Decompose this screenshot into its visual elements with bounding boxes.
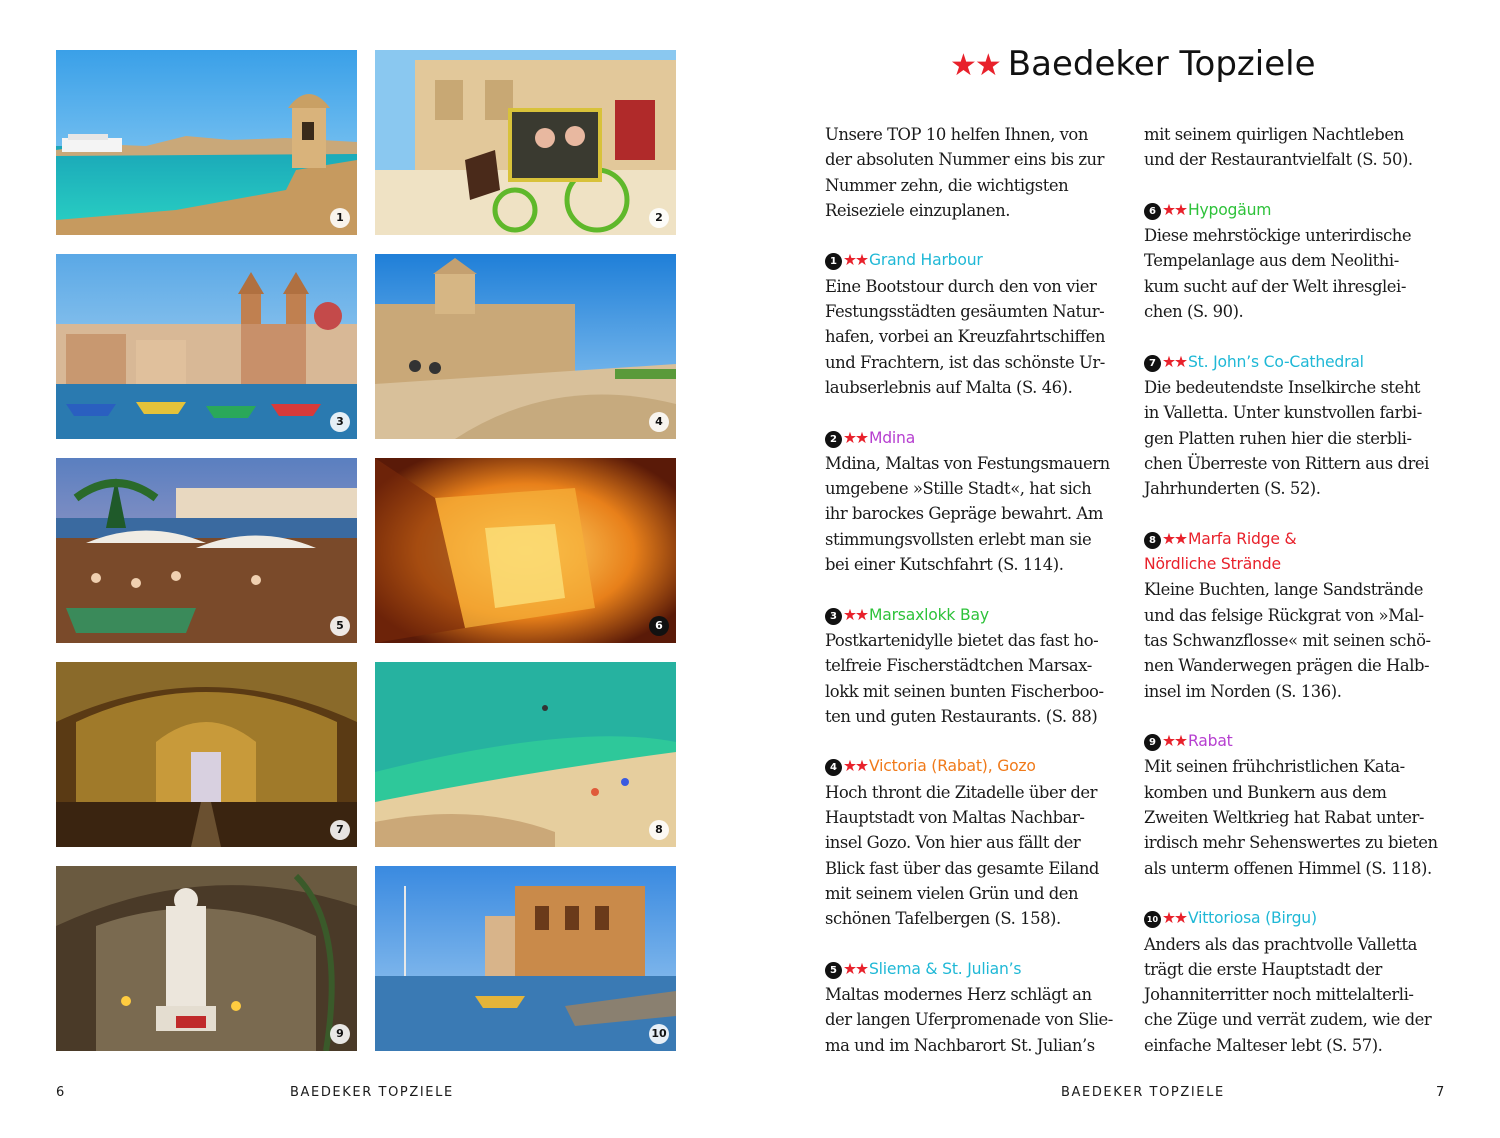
entry-text-line: tas Schwanzflosse« mit seinen schö-: [1144, 630, 1431, 650]
photo-beach: [375, 662, 676, 847]
entry-name: Grand Harbour: [868, 251, 983, 270]
entry-heading-5: [825, 957, 1130, 982]
photo-sliema-waterfront: [56, 458, 357, 643]
entry-number-badge: 5: [825, 962, 842, 979]
entry-text-line: und der Restaurantvielfalt (S. 50).: [1144, 150, 1413, 170]
entry-stars: ★★: [1162, 200, 1186, 219]
intro-line: Nummer zehn, die wichtigsten: [825, 175, 1069, 195]
entry-name: Marfa Ridge &: [1187, 529, 1297, 548]
entry-stars: ★★: [843, 605, 867, 624]
entry-name: Mdina: [868, 428, 916, 447]
entry-text-line: chen Überreste von Rittern aus drei: [1144, 453, 1429, 473]
entry-number-badge: 7: [1144, 355, 1161, 372]
grotto-illustration: [56, 866, 357, 1051]
entry-text-line: bei einer Kutschfahrt (S. 114).: [825, 555, 1064, 575]
entry-text-line: ma und im Nachbarort St. Julian’s: [825, 1035, 1095, 1055]
entry-name: Marsaxlokk Bay: [868, 605, 989, 624]
photo-number-badge: 6: [649, 616, 669, 636]
entry-text-line: laubserlebnis auf Malta (S. 46).: [825, 377, 1073, 397]
entry-heading-10: [1144, 906, 1449, 931]
photo-number-badge: 5: [330, 616, 350, 636]
entry-text-line: kum sucht auf der Welt ihresglei-: [1144, 276, 1406, 296]
photo-vittoriosa-harbour: [375, 866, 676, 1051]
entry-heading-7: [1144, 350, 1449, 375]
entry-text-line: Diese mehrstöckige unterirdische: [1144, 226, 1412, 246]
entry-text-line: insel im Norden (S. 136).: [1144, 681, 1342, 701]
running-head-left: BAEDEKER TOPZIELE: [290, 1085, 454, 1100]
entry-text-line: Jahrhunderten (S. 52).: [1144, 479, 1321, 499]
entry-name: St. John’s Co-Cathedral: [1187, 352, 1364, 371]
photo-number-badge: 2: [649, 208, 669, 228]
entry-number-badge: 6: [1144, 203, 1161, 220]
entry-text-line: Hauptstadt von Maltas Nachbar-: [825, 808, 1085, 828]
entry-stars: ★★: [843, 251, 867, 270]
running-head-right: BAEDEKER TOPZIELE: [1061, 1085, 1225, 1100]
entry-text-line: schönen Tafelbergen (S. 158).: [825, 909, 1061, 929]
text-column-left: [825, 122, 1130, 1058]
entry-text-line: Die bedeutendste Inselkirche steht: [1144, 377, 1421, 397]
entry-text-line: nen Wanderwegen prägen die Halb-: [1144, 656, 1430, 676]
entry-text-line: insel Gozo. Von hier aus fällt der: [825, 833, 1081, 853]
entry-text-line: mit seinem vielen Grün und den: [825, 883, 1079, 903]
entry-text-line: Kleine Buchten, lange Sandstrände: [1144, 580, 1424, 600]
entry-text-line: und das felsige Rückgrat von »Mal-: [1144, 605, 1424, 625]
entry-text-line: Johanniterritter noch mittelalterli-: [1144, 985, 1414, 1005]
hypogeum-illustration: [375, 458, 676, 643]
entry-name: Victoria (Rabat), Gozo: [868, 757, 1036, 776]
photo-number-badge: 8: [649, 820, 669, 840]
photo-number-badge: 7: [330, 820, 350, 840]
photo-mdina-carriage: [375, 50, 676, 235]
entry-text-line: Anders als das prachtvolle Valletta: [1144, 934, 1417, 954]
photo-number-badge: 4: [649, 412, 669, 432]
photo-grand-harbour: [56, 50, 357, 235]
page-number-right: 7: [1436, 1085, 1445, 1100]
intro-line: Reiseziele einzuplanen.: [825, 200, 1010, 220]
entry-text-line: lokk mit seinen bunten Fischerboo-: [825, 681, 1104, 701]
photo-citadel-gozo: [375, 254, 676, 439]
photo-grotto: [56, 866, 357, 1051]
sliema-waterfront-illustration: [56, 458, 357, 643]
entry-number-badge: 2: [825, 431, 842, 448]
entry-heading-6: [1144, 198, 1449, 223]
entry-stars: ★★: [1162, 529, 1186, 548]
entry-number-badge: 3: [825, 608, 842, 625]
photo-number-badge: 1: [330, 208, 350, 228]
entry-number-badge: 1: [825, 253, 842, 270]
entry-text-line: gen Platten ruhen hier die sterbli-: [1144, 428, 1412, 448]
intro-line: der absoluten Nummer eins bis zur: [825, 150, 1105, 170]
entry-heading-1: [825, 248, 1130, 273]
entry-text-line: einfache Malteser lebt (S. 57).: [1144, 1035, 1383, 1055]
entry-text-line: umgebene »Stille Stadt«, hat sich: [825, 479, 1092, 499]
entry-text-line: Maltas modernes Herz schlägt an: [825, 985, 1092, 1005]
co-cathedral-illustration: [56, 662, 357, 847]
entry-text-line: komben und Bunkern aus dem: [1144, 782, 1387, 802]
entry-stars: ★★: [1162, 909, 1186, 928]
intro-line: Unsere TOP 10 helfen Ihnen, von: [825, 125, 1088, 144]
marsaxlokk-illustration: [56, 254, 357, 439]
entry-text-line: irdisch mehr Sehenswertes zu bieten: [1144, 833, 1438, 853]
entry-number-badge: 4: [825, 759, 842, 776]
title-stars: ★★: [950, 48, 1000, 83]
grand-harbour-illustration: [56, 50, 357, 235]
entry-name: Rabat: [1187, 732, 1233, 751]
entry-text-line: Zweiten Weltkrieg hat Rabat unter-: [1144, 808, 1425, 828]
entry-text-line: Mdina, Maltas von Festungsmauern: [825, 453, 1110, 473]
photo-number-badge: 3: [330, 412, 350, 432]
text-column-right: [1144, 122, 1449, 1058]
photo-number-badge: 10: [649, 1024, 669, 1044]
entry-name: Vittoriosa (Birgu): [1187, 909, 1317, 928]
entry-text-line: chen (S. 90).: [1144, 302, 1244, 322]
entry-stars: ★★: [1162, 352, 1186, 371]
entry-text-line: che Züge und verrät zudem, wie der: [1144, 1010, 1432, 1030]
photo-hypogeum: [375, 458, 676, 643]
entry-text-line: Postkartenidylle bietet das fast ho-: [825, 630, 1099, 650]
entry-text-line: telfreie Fischerstädtchen Marsax-: [825, 656, 1092, 676]
entry-number-badge: 9: [1144, 734, 1161, 751]
photo-marsaxlokk: [56, 254, 357, 439]
entry-text-line: Mit seinen frühchristlichen Kata-: [1144, 757, 1405, 777]
entry-stars: ★★: [843, 757, 867, 776]
entry-text-line: ihr barockes Gepräge bewahrt. Am: [825, 504, 1103, 524]
entry-stars: ★★: [1162, 732, 1186, 751]
entry-name-continued: Nördliche Strände: [1144, 555, 1281, 574]
beach-illustration: [375, 662, 676, 847]
entry-text-line: Tempelanlage aus dem Neolithi-: [1144, 251, 1399, 271]
entry-heading-9: [1144, 729, 1449, 754]
entry-text-line: trägt die erste Hauptstadt der: [1144, 959, 1382, 979]
title-text: Baedeker Topziele: [1007, 44, 1316, 84]
vittoriosa-harbour-illustration: [375, 866, 676, 1051]
entry-heading-8: [1144, 527, 1449, 552]
entry-text-line: Eine Bootstour durch den von vier: [825, 276, 1097, 296]
entry-text-line: in Valletta. Unter kunstvollen farbi-: [1144, 403, 1422, 423]
entry-text-line: stimmungsvollsten erlebt man sie: [825, 529, 1092, 549]
entry-text-line: Festungsstädten gesäumten Natur-: [825, 302, 1105, 322]
photo-number-badge: 9: [330, 1024, 350, 1044]
entry-stars: ★★: [843, 428, 867, 447]
entry-stars: ★★: [843, 959, 867, 978]
entry-text-line: der langen Uferpromenade von Slie-: [825, 1010, 1113, 1030]
entry-name: Sliema & St. Julian’s: [868, 959, 1022, 978]
entry-text-line: als unterm offenen Himmel (S. 118).: [1144, 858, 1432, 878]
mdina-carriage-illustration: [375, 50, 676, 235]
entry-text-line: hafen, vorbei an Kreuzfahrtschiffen: [825, 327, 1106, 347]
entry-heading-3: [825, 603, 1130, 628]
citadel-gozo-illustration: [375, 254, 676, 439]
page-number-left: 6: [56, 1085, 65, 1100]
entry-number-badge: 10: [1144, 911, 1161, 928]
entry-number-badge: 8: [1144, 532, 1161, 549]
entry-text-line: Hoch thront die Zitadelle über der: [825, 782, 1098, 802]
entry-text-line: und Frachtern, ist das schönste Ur-: [825, 352, 1105, 372]
entry-name: Hypogäum: [1187, 200, 1272, 219]
page-title: [950, 44, 1316, 84]
photo-co-cathedral: [56, 662, 357, 847]
entry-heading-2: [825, 426, 1130, 451]
entry-text-line: Blick fast über das gesamte Eiland: [825, 858, 1099, 878]
entry-text-line: mit seinem quirligen Nachtleben: [1144, 125, 1404, 144]
entry-text-line: ten und guten Restaurants. (S. 88): [825, 706, 1098, 726]
entry-heading-4: [825, 754, 1130, 779]
